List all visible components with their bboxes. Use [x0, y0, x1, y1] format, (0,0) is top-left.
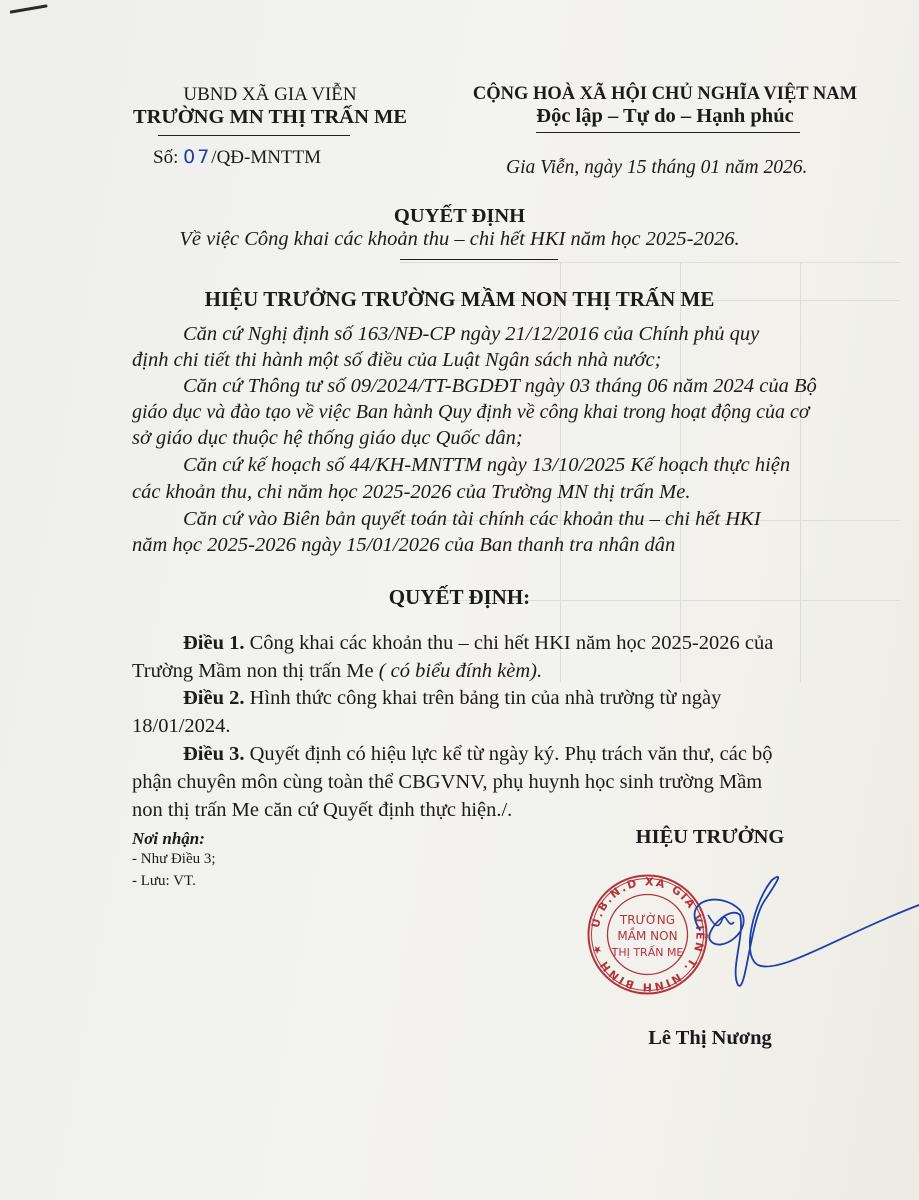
svg-text:THỊ TRẤN ME: THỊ TRẤN ME — [611, 946, 684, 959]
article-2-line-2: 18/01/2024. — [132, 715, 231, 737]
basis-4-line-2: năm học 2025-2026 ngày 15/01/2026 của Ban thanh tra nhân dân — [132, 534, 676, 556]
handwritten-signature — [680, 860, 919, 1000]
place-and-date: Gia Viễn, ngày 15 tháng 01 năm 2026. — [506, 157, 808, 178]
svg-text:TRƯỜNG: TRƯỜNG — [619, 913, 676, 927]
basis-2-line-1: Căn cứ Thông tư số 09/2024/TT-BGDĐT ngày 03 tháng 06 năm 2024 của Bộ — [183, 375, 817, 397]
basis-1-line-1: Căn cứ Nghị định số 163/NĐ-CP ngày 21/12/2016 của Chính phủ quy — [183, 323, 760, 345]
school-name: TRƯỜNG MN THỊ TRẤN ME — [132, 106, 408, 128]
signer-title: HIỆU TRƯỞNG — [635, 826, 785, 848]
school-name-underline — [158, 135, 350, 136]
number-suffix: /QĐ-MNTTM — [211, 147, 322, 168]
recipient-item: - Như Điều 3; — [132, 851, 216, 867]
signer-name: Lê Thị Nương — [648, 1027, 772, 1049]
recipient-item: - Lưu: VT. — [132, 873, 196, 889]
article-3-text: Quyết định có hiệu lực kể từ ngày ký. Phụ trách văn thư, các bộ — [244, 743, 773, 765]
article-3-line-1 — [183, 742, 773, 766]
document-title: QUYẾT ĐỊNH — [393, 205, 526, 227]
recipients-heading: Nơi nhận: — [132, 829, 205, 848]
article-3-label: Điều 3. — [183, 743, 245, 765]
svg-text:U.B.N.D XÃ GIA VIỄN T. NINH BÌ: U.B.N.D XÃ GIA VIỄN T. NINH BÌNH ★ — [588, 875, 707, 994]
article-2-text: Hình thức công khai trên bảng tin của nhà trường từ ngày — [244, 687, 722, 709]
article-3-line-3: non thị trấn Me căn cứ Quyết định thực hiện./. — [132, 799, 513, 821]
pen-mark — [10, 4, 48, 14]
article-1-attachment-note: ( có biểu đính kèm). — [378, 660, 543, 682]
document-number — [153, 146, 321, 169]
basis-2-line-2: giáo dục và đào tạo về việc Ban hành Quy định về công khai trong hoạt động của cơ — [132, 401, 810, 423]
subject-underline — [400, 259, 558, 260]
article-3-line-2: phận chuyên môn cùng toàn thể CBGVNV, phụ huynh học sinh trường Mầm — [132, 771, 763, 793]
issuing-authority: UBND XÃ GIA VIỄN — [183, 84, 357, 105]
basis-3-line-2: các khoản thu, chi năm học 2025-2026 của Trường MN thị trấn Me. — [132, 481, 691, 503]
basis-1-line-2: định chi tiết thi hành một số điều của Luật Ngân sách nhà nước; — [132, 349, 662, 371]
article-1-line-1 — [183, 631, 773, 655]
national-title: CỘNG HOÀ XÃ HỘI CHỦ NGHĨA VIỆT NAM — [472, 84, 858, 104]
article-1-line-2 — [132, 659, 542, 683]
article-2-label: Điều 2. — [183, 687, 245, 709]
motto-underline — [536, 132, 800, 133]
number-prefix: Số: — [153, 147, 179, 168]
basis-3-line-1: Căn cứ kế hoạch số 44/KH-MNTTM ngày 13/10/2025 Kế hoạch thực hiện — [183, 454, 791, 476]
article-1-text-2: Trường Mầm non thị trấn Me — [132, 660, 379, 682]
basis-4-line-1: Căn cứ vào Biên bản quyết toán tài chính các khoản thu – chi hết HKI — [183, 508, 761, 530]
decision-heading: QUYẾT ĐỊNH: — [388, 585, 531, 609]
article-1-text: Công khai các khoản thu – chi hết HKI năm học 2025-2026 của — [244, 632, 774, 654]
basis-2-line-3: sở giáo dục thuộc hệ thống giáo dục Quốc dân; — [132, 427, 523, 449]
svg-text:MẦM NON: MẦM NON — [617, 929, 678, 943]
issuer-line: HIỆU TRƯỞNG TRƯỜNG MẦM NON THỊ TRẤN ME — [204, 287, 715, 311]
article-2-line-1 — [183, 686, 721, 710]
handwritten-number: 07 — [183, 146, 212, 168]
article-1-label: Điều 1. — [183, 632, 245, 654]
document-subject: Về việc Công khai các khoản thu – chi hết HKI năm học 2025-2026. — [179, 228, 740, 250]
national-motto: Độc lập – Tự do – Hạnh phúc — [536, 105, 794, 127]
